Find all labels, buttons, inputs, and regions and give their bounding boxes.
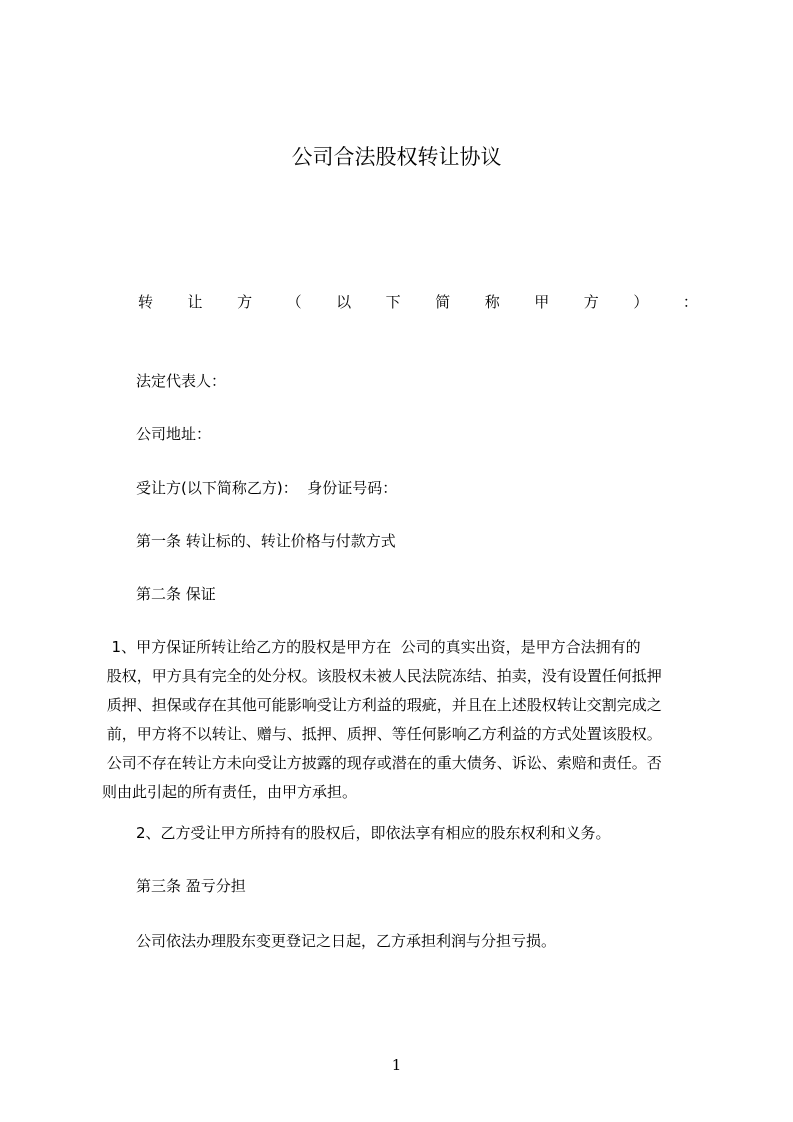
transferor-line-char: ） [633, 292, 649, 311]
clause-1-line: 股权，甲方具有完全的处分权。该股权未被人民法院冻结、拍卖，没有设置任何抵押 [102, 667, 662, 685]
transferee-label: 受让方(以下简称乙方)： 身份证号码： [136, 479, 398, 497]
transferor-line-char: 简 [435, 292, 451, 311]
transferor-line-char: 让 [187, 292, 203, 311]
article-1-heading: 第一条 转让标的、转让价格与付款方式 [136, 532, 396, 550]
clause-1-line: 质押、担保或存在其他可能影响受让方利益的瑕疵，并且在上述股权转让交割完成之 [102, 696, 662, 714]
article-2-clause-2: 2、乙方受让甲方所持有的股权后，即依法享有相应的股东权利和义务。 [136, 824, 611, 842]
transferor-line-char: ： [682, 292, 698, 311]
transferor-line-char: 方 [583, 292, 599, 311]
clause-1-line: 1、甲方保证所转让给乙方的股权是甲方在 公司的真实出资，是甲方合法拥有的 [102, 638, 641, 656]
article-3-body: 公司依法办理股东变更登记之日起，乙方承担利润与分担亏损。 [136, 932, 557, 950]
transferor-line-char: 称 [484, 292, 500, 311]
transferor-line-char: （ [286, 292, 302, 311]
transferor-line-char: 以 [336, 292, 352, 311]
transferor-line-char: 转 [138, 292, 154, 311]
transferor-line [138, 287, 698, 315]
transferor-line-char: 下 [385, 292, 401, 311]
article-2-clause-1 [102, 633, 712, 807]
clause-1-line: 公司不存在转让方未向受让方披露的现存或潜在的重大债务、诉讼、索赔和责任。否 [102, 754, 662, 772]
article-3-heading: 第三条 盈亏分担 [136, 877, 246, 895]
clause-1-line: 前，甲方将不以转让、赠与、抵押、质押、等任何影响乙方利益的方式处置该股权。 [102, 725, 662, 743]
legal-representative-label: 法定代表人： [136, 372, 227, 390]
document-title: 公司合法股权转让协议 [291, 145, 502, 169]
transferor-line-char: 方 [237, 292, 253, 311]
article-2-heading: 第二条 保证 [136, 585, 216, 603]
company-address-label: 公司地址： [136, 425, 212, 443]
transferor-line-char: 甲 [534, 292, 550, 311]
clause-1-line: 则由此引起的所有责任，由甲方承担。 [102, 783, 358, 801]
page-number: 1 [391, 1056, 402, 1074]
